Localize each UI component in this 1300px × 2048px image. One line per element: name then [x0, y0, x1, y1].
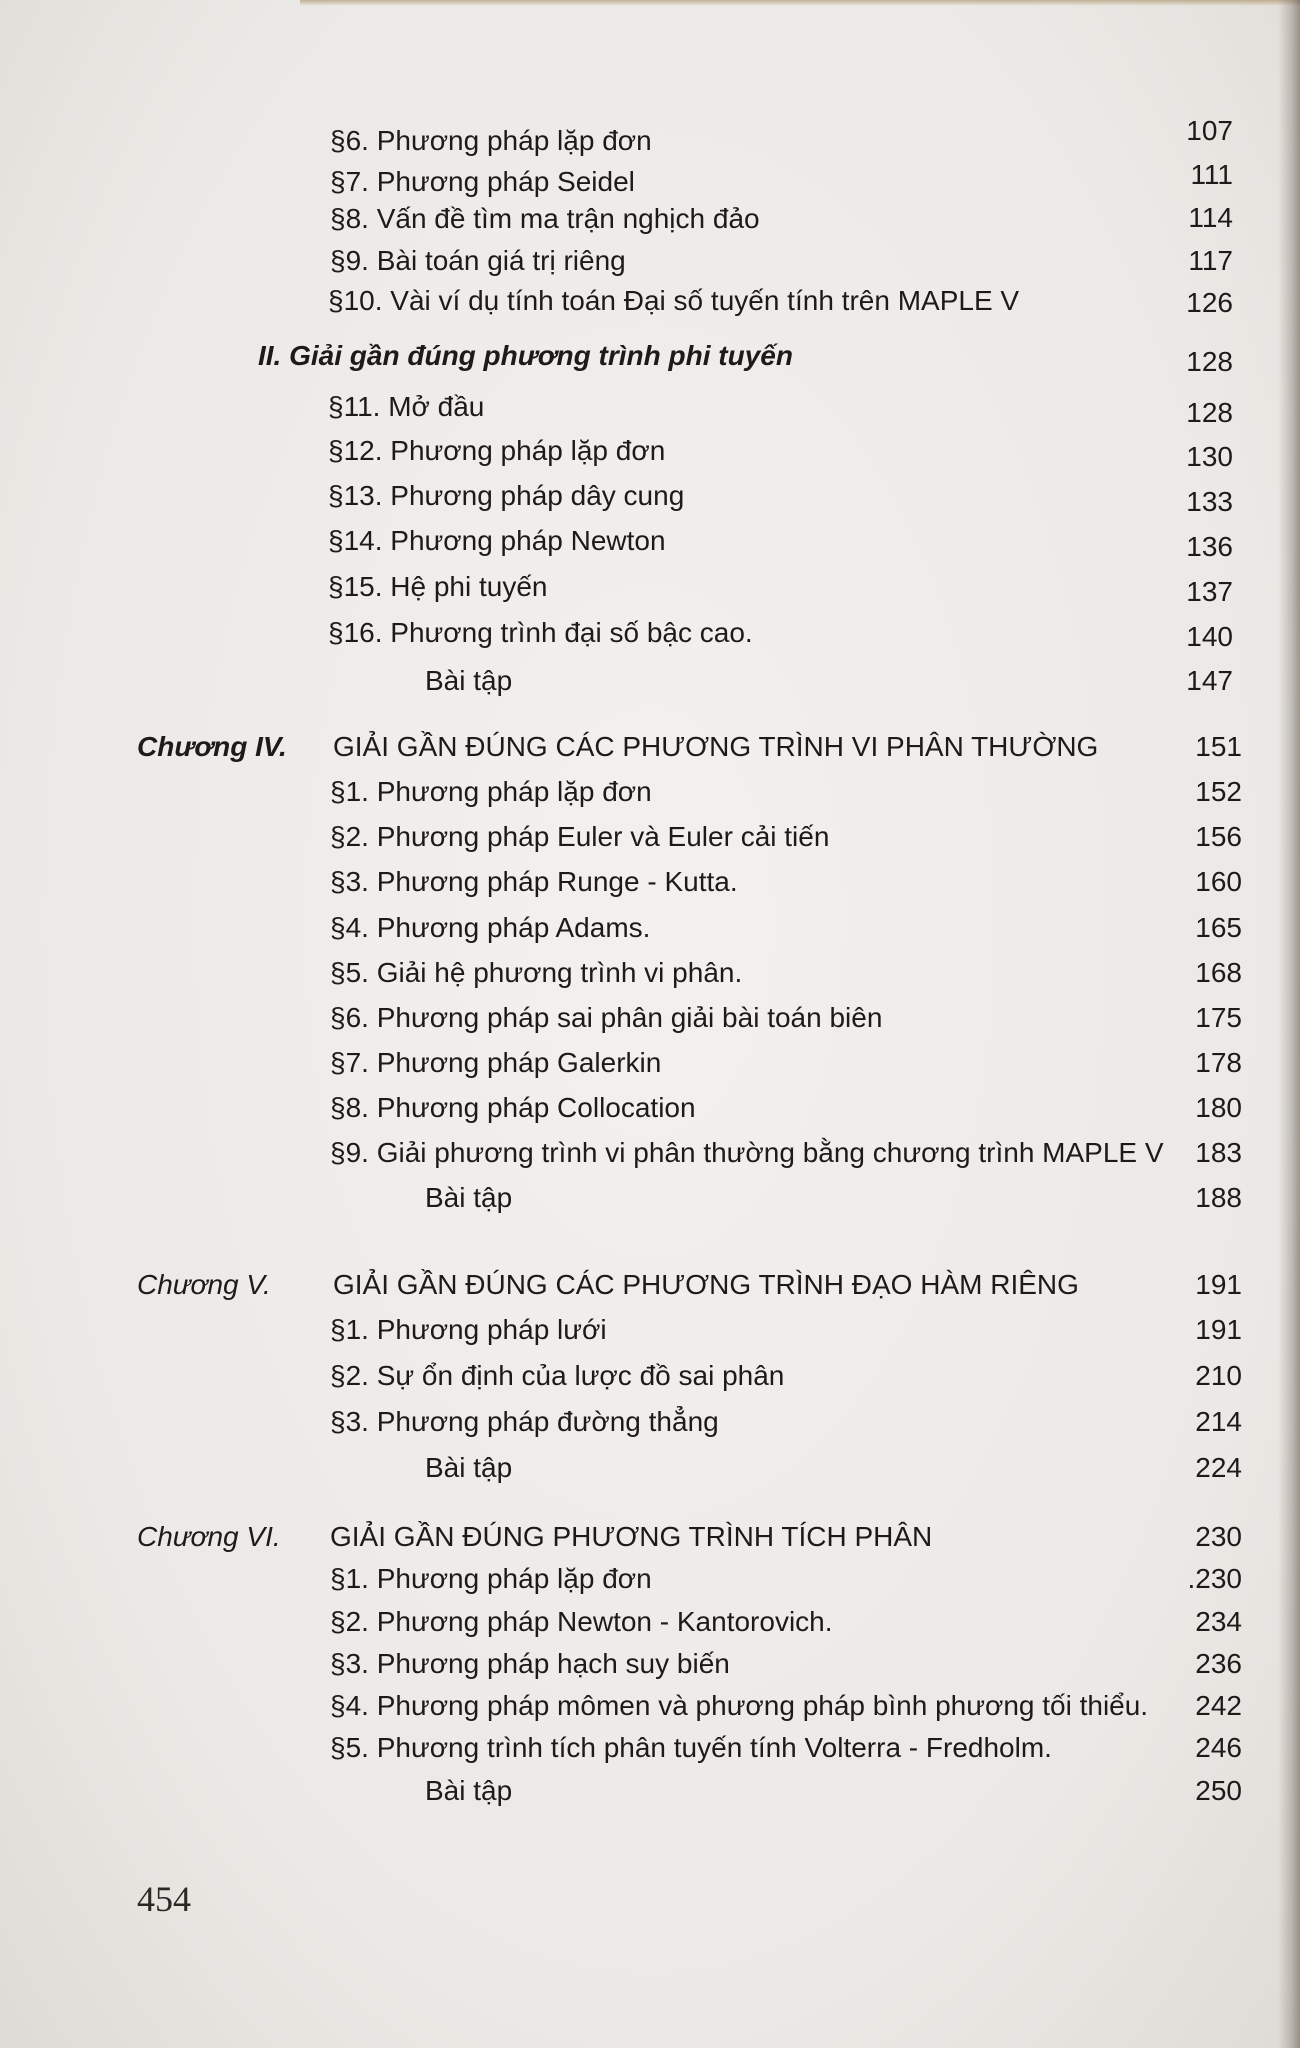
chapter-label: Chương VI.: [137, 1521, 281, 1552]
toc-entry-page: 214: [1195, 1406, 1242, 1437]
toc-entry: [0, 817, 1300, 857]
toc-entry-page: 136: [1186, 531, 1233, 562]
toc-entry: [0, 1728, 1300, 1768]
toc-entry-page: .230: [1187, 1563, 1242, 1594]
toc-entry-title: §16. Phương trình đại số bậc cao.: [328, 617, 753, 648]
toc-entry-page: 191: [1195, 1269, 1242, 1300]
toc-entry-title: §7. Phương pháp Galerkin: [330, 1047, 662, 1078]
toc-entry-page: 191: [1195, 1314, 1242, 1345]
toc-entry: [0, 1686, 1300, 1726]
toc-entry-page: 250: [1195, 1775, 1242, 1806]
toc-entry-title: §6. Phương pháp lặp đơn: [330, 125, 652, 156]
toc-entry-page: 140: [1186, 621, 1233, 652]
toc-entry-title: §9. Bài toán giá trị riêng: [330, 245, 626, 276]
toc-entry-page: 114: [1188, 202, 1233, 233]
toc-part-entry: [0, 336, 1300, 376]
toc-entry: [0, 1602, 1300, 1642]
toc-entry: [0, 1559, 1300, 1599]
toc-entry-page: 210: [1195, 1360, 1242, 1391]
toc-entry: [0, 613, 1300, 653]
toc-entry-page: 165: [1195, 912, 1242, 943]
toc-exercise-entry: [0, 1448, 1300, 1488]
toc-entry: [0, 772, 1300, 812]
toc-entry-title: §1. Phương pháp lặp đơn: [330, 776, 652, 807]
toc-exercise-title: Bài tập: [425, 665, 513, 696]
toc-entry-page: 133: [1186, 486, 1233, 517]
toc-entry-page: 137: [1186, 576, 1233, 607]
toc-entry: [0, 1133, 1300, 1173]
toc-entry-title: §8. Vấn đề tìm ma trận nghịch đảo: [330, 203, 760, 234]
toc-entry-title: §3. Phương pháp đường thẳng: [330, 1406, 719, 1437]
page-number: 454: [137, 1879, 191, 1919]
toc-entry-title: §2. Phương pháp Euler và Euler cải tiến: [330, 821, 830, 852]
toc-exercise-entry: [0, 661, 1300, 701]
toc-entry-title: §8. Phương pháp Collocation: [330, 1092, 696, 1123]
toc-entry-title: §11. Mở đầu: [328, 391, 485, 422]
toc-exercise-title: Bài tập: [425, 1452, 513, 1483]
toc-entry-title: §2. Sự ổn định của lược đồ sai phân: [330, 1360, 785, 1391]
toc-entry-page: 156: [1195, 821, 1242, 852]
toc-entry: [0, 998, 1300, 1038]
chapter-label: Chương V.: [137, 1269, 271, 1300]
toc-entry-page: 130: [1186, 441, 1233, 472]
page-top-edge-shadow: [300, 0, 1300, 6]
toc-entry-title: §3. Phương pháp Runge - Kutta.: [330, 866, 738, 897]
toc-entry-page: 236: [1195, 1648, 1242, 1679]
toc-entry: [0, 387, 1300, 427]
toc-entry-page: 160: [1195, 866, 1242, 897]
toc-entry-page: 183: [1195, 1137, 1242, 1168]
toc-entry-page: 242: [1195, 1690, 1242, 1721]
toc-entry-title: §14. Phương pháp Newton: [328, 525, 666, 556]
toc-entry: [0, 1402, 1300, 1442]
toc-entry-title: §4. Phương pháp mômen và phương pháp bình phương tối thiểu.: [330, 1690, 1149, 1721]
toc-entry-page: 246: [1195, 1732, 1242, 1763]
toc-entry-page: 230: [1195, 1521, 1242, 1552]
toc-entry-title: §3. Phương pháp hạch suy biến: [330, 1648, 730, 1679]
chapter-label: Chương IV.: [137, 731, 287, 762]
toc-chapter-entry: [0, 727, 1300, 767]
toc-part-title: II. Giải gần đúng phương trình phi tuyến: [258, 340, 793, 371]
chapter-title: GIẢI GẦN ĐÚNG PHƯƠNG TRÌNH TÍCH PHÂN: [330, 1521, 933, 1552]
toc-entry: [0, 281, 1300, 321]
toc-entry: [0, 1356, 1300, 1396]
toc-entry-page: 151: [1195, 731, 1242, 762]
toc-entry-page: 178: [1195, 1047, 1242, 1078]
toc-entry-page: 175: [1195, 1002, 1242, 1033]
toc-entry-title: §4. Phương pháp Adams.: [330, 912, 651, 943]
toc-entry-title: §7. Phương pháp Seidel: [330, 166, 635, 197]
toc-entry-title: §5. Phương trình tích phân tuyến tính Volterra - Fredholm.: [330, 1732, 1052, 1763]
toc-entry: [0, 1043, 1300, 1083]
toc-entry-page: 188: [1195, 1182, 1242, 1213]
toc-entry-title: §9. Giải phương trình vi phân thường bằng chương trình MAPLE V: [330, 1137, 1164, 1168]
toc-entry: [0, 862, 1300, 902]
toc-entry: [0, 476, 1300, 516]
toc-entry: [0, 567, 1300, 607]
toc-entry-page: 147: [1186, 665, 1233, 696]
toc-entry: [0, 241, 1300, 281]
toc-entry: [0, 521, 1300, 561]
toc-entry-title: §6. Phương pháp sai phân giải bài toán biên: [330, 1002, 883, 1033]
toc-chapter-entry: [0, 1265, 1300, 1305]
toc-entry-page: 234: [1195, 1606, 1242, 1637]
toc-exercise-title: Bài tập: [425, 1775, 513, 1806]
toc-entry-title: §1. Phương pháp lặp đơn: [330, 1563, 652, 1594]
chapter-title: GIẢI GẦN ĐÚNG CÁC PHƯƠNG TRÌNH ĐẠO HÀM RIÊNG: [333, 1269, 1079, 1300]
toc-chapter-entry: [0, 1517, 1300, 1557]
toc-entry-page: 152: [1195, 776, 1242, 807]
toc-entry-title: §12. Phương pháp lặp đơn: [328, 435, 666, 466]
toc-entry: [0, 1088, 1300, 1128]
toc-entry-title: §13. Phương pháp dây cung: [328, 480, 685, 511]
toc-entry-page: 126: [1186, 287, 1233, 318]
toc-entry: [0, 115, 1300, 161]
toc-entry: [0, 199, 1300, 239]
toc-entry-page: 128: [1186, 346, 1233, 377]
toc-exercise-entry: [0, 1178, 1300, 1218]
toc-exercise-title: Bài tập: [425, 1182, 513, 1213]
toc-entry-page: 128: [1186, 397, 1233, 428]
toc-entry-title: §15. Hệ phi tuyến: [328, 571, 548, 602]
toc-entry-title: §1. Phương pháp lưới: [330, 1314, 607, 1345]
toc-entry-page: 224: [1195, 1452, 1242, 1483]
toc-entry: [0, 908, 1300, 948]
toc-entry-page: 168: [1195, 957, 1242, 988]
toc-entry-title: §5. Giải hệ phương trình vi phân.: [330, 957, 743, 988]
toc-entry-page: 117: [1188, 245, 1233, 276]
toc-entry: [0, 1310, 1300, 1350]
toc-entry-page: 107: [1186, 115, 1233, 146]
toc-entry: [0, 159, 1300, 202]
toc-entry: [0, 1644, 1300, 1684]
chapter-title: GIẢI GẦN ĐÚNG CÁC PHƯƠNG TRÌNH VI PHÂN THƯỜNG: [333, 731, 1099, 762]
toc-entry: [0, 431, 1300, 471]
toc-entry-page: 180: [1195, 1092, 1242, 1123]
toc-entry-title: §2. Phương pháp Newton - Kantorovich.: [330, 1606, 833, 1637]
toc-entry: [0, 953, 1300, 993]
toc-entry-title: §10. Vài ví dụ tính toán Đại số tuyến tính trên MAPLE V: [328, 285, 1020, 316]
toc-entry-page: 111: [1190, 159, 1233, 190]
toc-exercise-entry: [0, 1771, 1300, 1811]
